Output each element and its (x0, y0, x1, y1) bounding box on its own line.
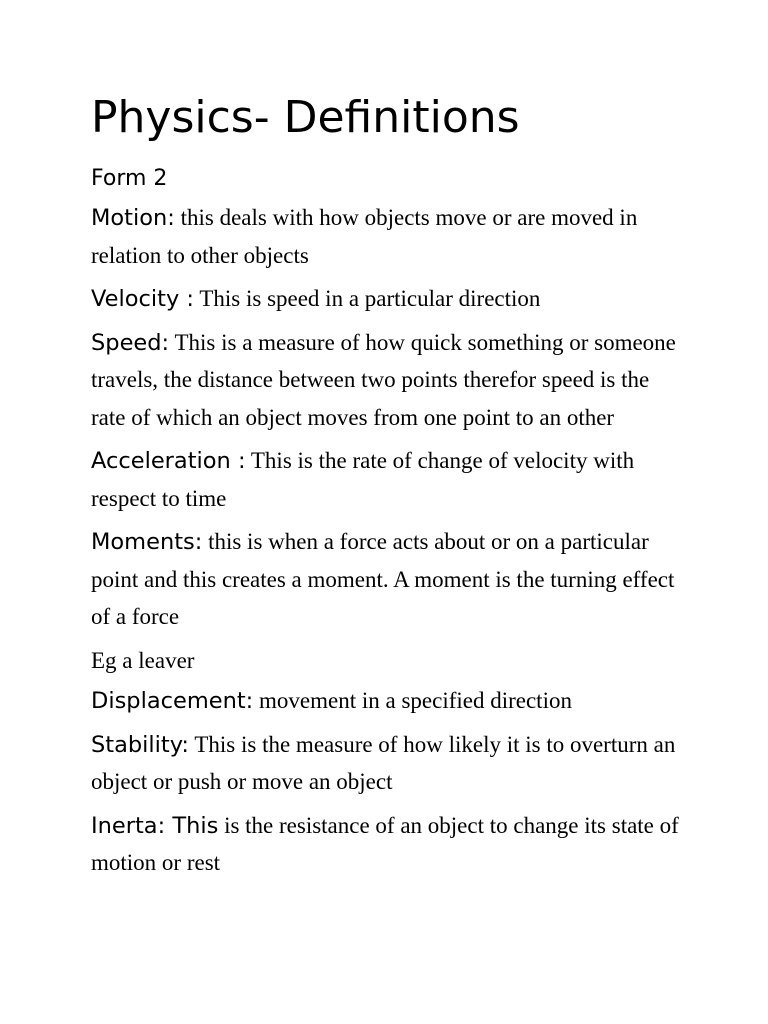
definition-acceleration (91, 444, 681, 519)
definition-moments (91, 525, 681, 638)
definition-text: this deals with how objects move or are moved in relation to other objects (91, 205, 638, 268)
definition-text: this is when a force acts about or on a particular point and this creates a moment. A moment is the turning effect of a force (91, 529, 675, 629)
definition-stability (91, 728, 681, 803)
definition-text: This is the rate of change of velocity with respect to time (91, 448, 635, 511)
definition-term: Motion: (91, 205, 175, 231)
definition-term: Acceleration : (91, 448, 246, 474)
definition-text: movement in a specified direction (253, 688, 572, 713)
definition-term: Velocity : (91, 286, 194, 312)
definition-displacement (91, 684, 681, 722)
definition-text: is the resistance of an object to change its state of motion or rest (91, 812, 679, 875)
definition-velocity (91, 282, 681, 320)
definition-term: Speed: (91, 329, 170, 356)
definition-text: This is the measure of how likely it is to overturn an object or push or move an object (91, 731, 676, 794)
example-line: Eg a leaver (91, 647, 195, 673)
definition-term: Stability: (91, 731, 190, 758)
definition-text: This is a measure of how quick something or someone travels, the distance between two points therefor speed is the rate of which an object moves from one point to an other (91, 329, 676, 430)
definition-term: Moments: (91, 529, 203, 555)
page-subtitle: Form 2 (91, 166, 168, 191)
definition-text: This is speed in a particular direction (194, 286, 541, 311)
definition-term: Displacement: (91, 688, 254, 714)
page-title: Physics- Definitions (91, 92, 520, 143)
definition-inertia (91, 809, 681, 884)
definition-term: Inerta: This (91, 812, 219, 839)
document-page (91, 88, 681, 890)
definition-speed (91, 326, 681, 439)
definition-motion (91, 201, 681, 276)
